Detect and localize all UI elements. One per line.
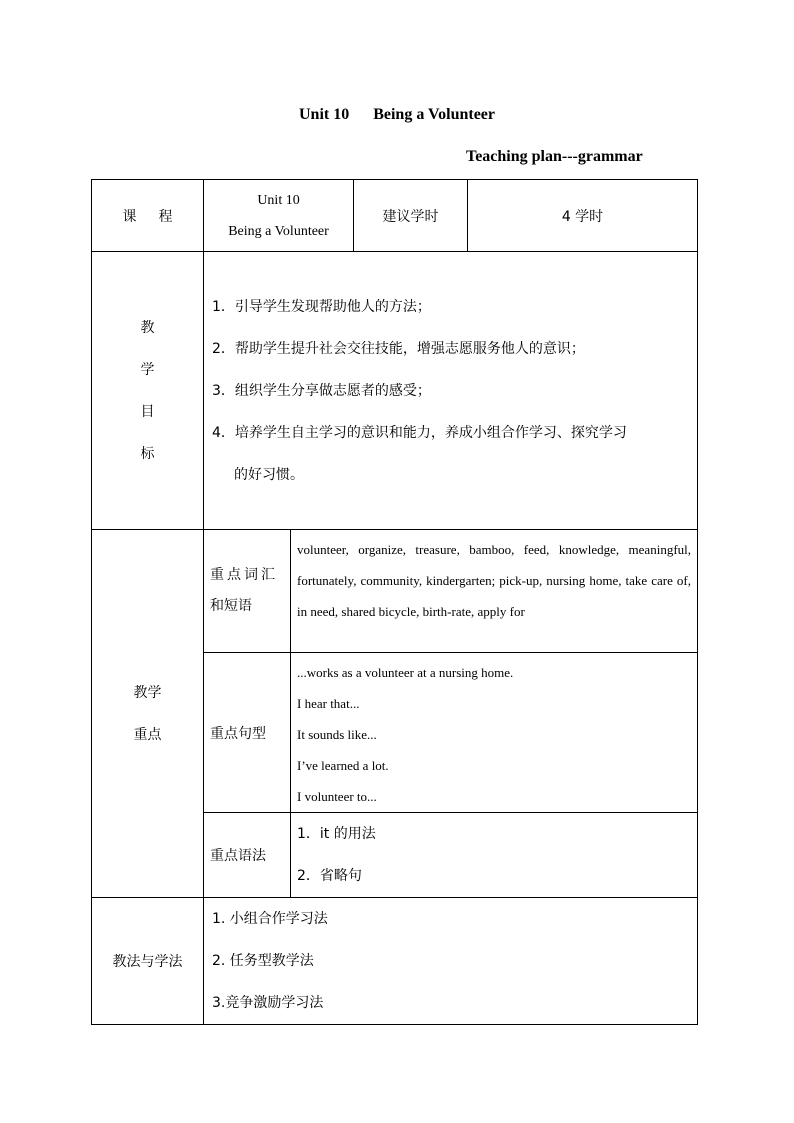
sentences-label: 重点句型	[204, 653, 291, 813]
method-item: 1. 小组合作学习法	[212, 911, 328, 927]
objective-item: 4．培养学生自主学习的意识和能力，养成小组合作学习、探究学习	[212, 424, 627, 441]
key-points-label-line1: 教学	[133, 684, 162, 701]
course-row	[92, 180, 698, 252]
course-name-line2: Being a Volunteer	[228, 223, 329, 239]
methods-list	[204, 898, 698, 1025]
grammar-list	[291, 813, 698, 898]
sentence-item: ...works as a volunteer at a nursing home.	[297, 665, 514, 680]
sentence-item: I’ve learned a lot.	[297, 758, 389, 773]
objective-item-continued: 的好习惯。	[234, 466, 304, 483]
objectives-label-char: 目	[140, 403, 155, 420]
objective-item: 2．帮助学生提升社会交往技能，增强志愿服务他人的意识；	[212, 340, 585, 357]
course-label: 课程	[92, 180, 204, 252]
course-name-line1: Unit 10	[257, 192, 300, 208]
grammar-item: 2．省略句	[297, 868, 362, 884]
methods-label: 教法与学法	[92, 898, 204, 1025]
key-points-label-line2: 重点	[133, 726, 162, 743]
objectives-label-char: 标	[140, 445, 155, 462]
sentence-item: I hear that...	[297, 696, 360, 711]
objective-item: 1．引导学生发现帮助他人的方法；	[212, 298, 431, 315]
method-item: 3.竞争激励学习法	[212, 995, 324, 1011]
vocab-label	[204, 530, 291, 653]
sentence-item: I volunteer to...	[297, 789, 377, 804]
vocab-label-line2: 和短语	[210, 598, 252, 614]
objectives-label	[92, 252, 204, 530]
vocab-list: volunteer, organize, treasure, bamboo, feed, knowledge, meaningful, fortunately, community, kindergarten; pick-up, nursing home, take care of, in need, shared bicycle, birth-rate, apply for	[291, 530, 698, 653]
sentences-list	[291, 653, 698, 813]
course-name-cell	[204, 180, 354, 252]
objectives-label-char: 学	[140, 361, 155, 378]
vocab-label-line1: 重点词汇	[210, 567, 278, 583]
grammar-item: 1．it 的用法	[297, 826, 376, 842]
objectives-label-char: 教	[140, 319, 155, 336]
vocab-row	[92, 530, 698, 653]
objectives-row	[92, 252, 698, 530]
page-title: Unit 10 Being a Volunteer	[298, 106, 495, 123]
hours-value: 4 学时	[468, 180, 698, 252]
page-subtitle: Teaching plan---grammar	[466, 148, 643, 165]
key-points-label	[92, 530, 204, 898]
methods-row	[92, 898, 698, 1025]
hours-label: 建议学时	[354, 180, 468, 252]
sentence-item: It sounds like...	[297, 727, 377, 742]
grammar-label: 重点语法	[204, 813, 291, 898]
teaching-plan-table	[91, 179, 698, 1025]
objectives-list	[204, 252, 698, 530]
objective-item: 3．组织学生分享做志愿者的感受；	[212, 382, 431, 399]
method-item: 2. 任务型教学法	[212, 953, 314, 969]
